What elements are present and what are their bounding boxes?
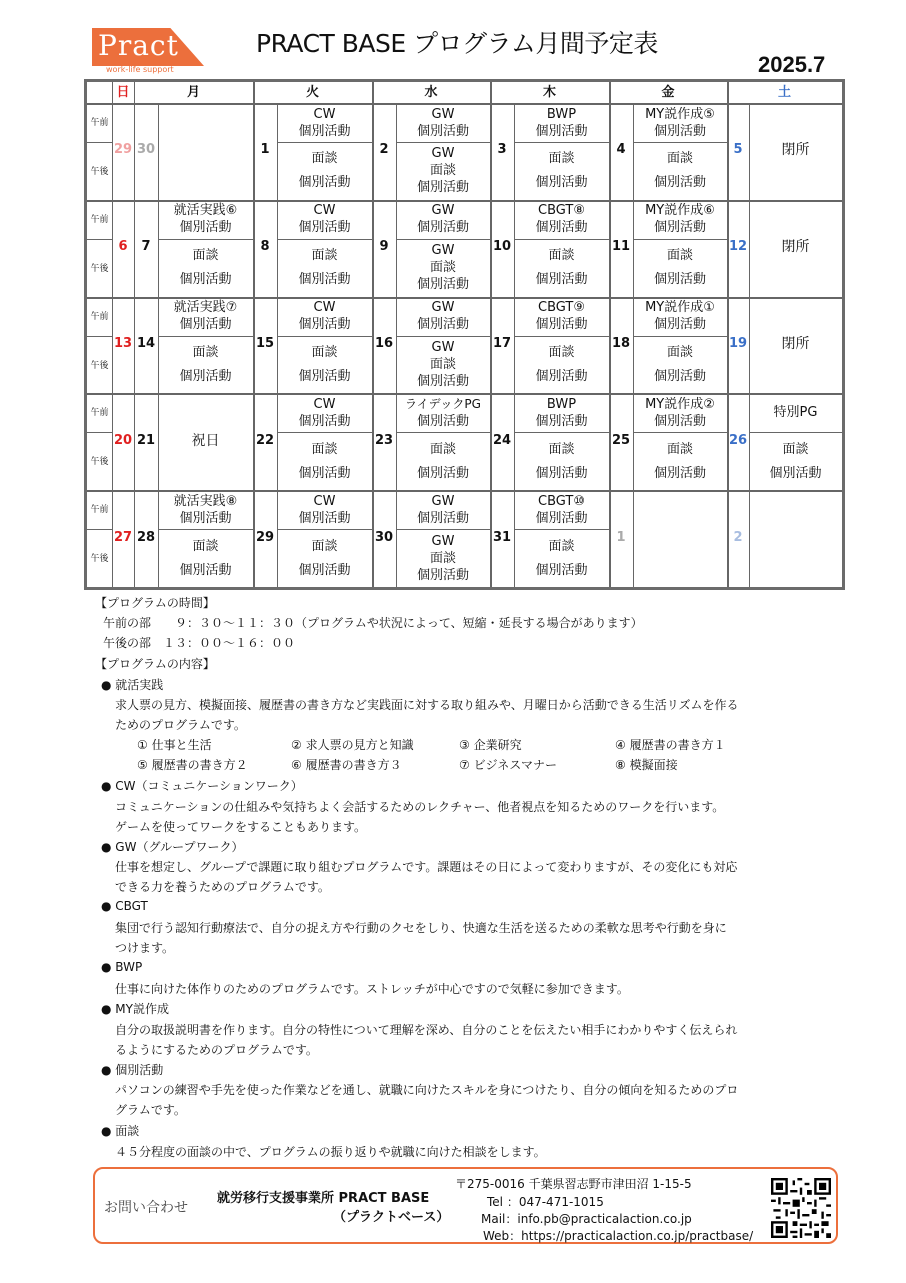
am-time: 午前の部 ９：３０～１１：３０（プログラムや状況によって、短縮・延長する場合があります）: [103, 616, 643, 630]
grid-line-h: [158, 336, 253, 337]
day-number: 22: [255, 432, 275, 448]
cell-thu-pm-line: 面談: [548, 151, 575, 167]
cell-tue-am-line: CW: [313, 106, 336, 122]
cell-wed-am-line: 個別活動: [416, 220, 469, 236]
cell-sat-am-line: 特別PG: [773, 405, 818, 421]
grid-line-h: [87, 239, 112, 240]
page-title: PRACT BASE プログラム月間予定表: [256, 29, 658, 58]
day-number: 6: [118, 239, 128, 255]
cell-tue-pm-line: 個別活動: [298, 272, 351, 288]
cell-thu-am-line: BWP: [546, 396, 577, 412]
day-number: 21: [136, 432, 156, 448]
grid-line-h: [514, 142, 609, 143]
org-name: 就労移行支援事業所 PRACT BASE: [217, 1191, 430, 1206]
grid-line-h: [277, 142, 372, 143]
day-number: 20: [113, 432, 133, 448]
am-label: 午前: [90, 118, 109, 128]
cell-thu-am-line: 個別活動: [535, 510, 588, 526]
day-number: 4: [616, 142, 626, 158]
weekday-header: 金: [661, 85, 675, 100]
program-desc: 求人票の見方、模擬面接、履歴書の書き方など実践面に対する取り組みや、月曜日から活動できる生活リズムを作る: [115, 698, 739, 712]
program-desc: グラムです。: [115, 1103, 186, 1117]
grid-line-h: [158, 529, 253, 530]
cell-fri-am-line: 個別活動: [653, 317, 706, 333]
program-name: ● CBGT: [101, 899, 148, 913]
cell-wed-pm-line: GW: [431, 146, 455, 162]
cell-mon-am-line: 個別活動: [179, 220, 232, 236]
cell-thu-pm-line: 個別活動: [535, 272, 588, 288]
cell-wed-am-line: ライデックPG: [405, 396, 481, 411]
cell-thu-pm-line: 面談: [548, 538, 575, 554]
cell-wed-am-line: 個別活動: [416, 510, 469, 526]
calendar-table: [84, 79, 845, 590]
cell-fri-am-line: 個別活動: [653, 123, 706, 139]
day-number: 17: [492, 336, 512, 351]
cell-thu-pm-line: 面談: [548, 248, 575, 264]
grid-line-h: [277, 432, 372, 433]
weekday-header: 木: [542, 85, 556, 100]
cell-mon-pm-line: 個別活動: [179, 562, 232, 578]
day-number: 29: [255, 529, 275, 545]
grid-line-h: [277, 336, 372, 337]
weekday-header: 水: [424, 85, 438, 100]
grid-line-h: [87, 336, 112, 337]
pm-label: 午後: [90, 360, 109, 371]
cell-merged-sat: 閉所: [781, 142, 810, 159]
cell-tue-pm-line: 面談: [311, 248, 338, 264]
cell-fri-pm-line: 個別活動: [653, 272, 706, 288]
contact-footer: [93, 1167, 838, 1244]
day-number: 2: [733, 529, 743, 545]
day-number: 1: [260, 142, 270, 158]
cell-wed-am-line: 個別活動: [416, 413, 469, 429]
cell-mon-pm-line: 面談: [192, 345, 219, 360]
program-desc: コミュニケーションの仕組みや気持ちよく会話するためのレクチャー、他者視点を知るためのワークを行います。: [115, 800, 725, 814]
day-number: 26: [728, 432, 748, 448]
grid-line-h: [514, 529, 609, 530]
program-desc: 仕事に向けた体作りのためのプログラムです。ストレッチが中心ですので気軽に参加できます。: [115, 982, 629, 996]
cell-tue-am-line: CW: [313, 300, 336, 316]
pract-logo: [92, 28, 204, 74]
cell-wed-am-line: 個別活動: [416, 123, 469, 139]
cell-tue-pm-line: 個別活動: [298, 562, 351, 578]
cell-merged-mon: 祝日: [191, 432, 220, 449]
cell-merged-sat: 閉所: [781, 239, 810, 256]
cell-mon-am-line: 個別活動: [179, 510, 232, 526]
day-number: 3: [497, 142, 507, 158]
day-number: 14: [136, 336, 156, 351]
cell-thu-pm-line: 個別活動: [535, 562, 588, 578]
pm-label: 午後: [90, 167, 109, 177]
cell-tue-pm-line: 面談: [311, 151, 338, 167]
cell-thu-am-line: 個別活動: [535, 220, 588, 236]
cell-fri-pm-line: 面談: [666, 441, 693, 457]
day-number: 10: [492, 239, 512, 255]
day-number: 2: [379, 142, 389, 158]
cell-fri-pm-line: 面談: [666, 345, 693, 360]
program-desc: つけます。: [115, 941, 175, 955]
cell-mon-pm-line: 個別活動: [179, 369, 232, 384]
grid-line-h: [633, 336, 727, 337]
program-name: ● GW（グループワーク）: [101, 840, 244, 854]
day-number: 15: [255, 336, 275, 351]
topic-item: ⑤ 履歴書の書き方２: [137, 758, 248, 772]
cell-sat-pm-line: 面談: [782, 441, 809, 457]
topic-item: ② 求人票の見方と知識: [291, 738, 414, 752]
program-name: ● BWP: [101, 960, 143, 974]
grid-line-v: [609, 82, 611, 587]
qr-code-icon: [771, 1178, 831, 1238]
cell-wed-pm-line: 個別活動: [416, 374, 469, 389]
am-label: 午前: [90, 214, 109, 225]
cell-wed-pm-line: 個別活動: [416, 465, 469, 481]
grid-line-h: [396, 529, 490, 530]
grid-line-h: [514, 432, 609, 433]
grid-line-v: [727, 82, 729, 587]
cell-mon-pm-line: 個別活動: [179, 272, 232, 288]
grid-line-h: [514, 336, 609, 337]
day-number: 23: [374, 432, 394, 448]
cell-mon-pm-line: 面談: [192, 538, 219, 554]
cell-wed-pm-line: 個別活動: [416, 567, 469, 583]
day-number: 12: [728, 239, 748, 255]
program-name: ● 就活実践: [101, 678, 164, 692]
cell-fri-pm-line: 個別活動: [653, 465, 706, 481]
grid-line-v: [112, 82, 113, 587]
day-number: 30: [374, 529, 394, 545]
cell-thu-pm-line: 面談: [548, 345, 575, 360]
weekday-header: 火: [305, 85, 319, 100]
pm-label: 午後: [90, 457, 109, 468]
cell-thu-pm-line: 面談: [548, 441, 575, 457]
cell-mon-am-line: 就活実践⑥: [173, 203, 238, 219]
cell-fri-am-line: 個別活動: [653, 413, 706, 429]
topic-item: ⑥ 履歴書の書き方３: [291, 758, 402, 772]
cell-wed-pm-line: 個別活動: [416, 277, 469, 293]
cell-tue-pm-line: 面談: [311, 345, 338, 360]
cell-fri-pm-line: 面談: [666, 151, 693, 167]
cell-wed-am-line: GW: [431, 493, 455, 509]
logo-subtitle: work-life support: [106, 65, 174, 74]
am-label: 午前: [90, 311, 109, 322]
grid-line-h: [396, 432, 490, 433]
weekday-header: 土: [777, 85, 791, 100]
cell-sat-pm-line: 個別活動: [769, 465, 822, 481]
grid-line-h: [396, 239, 490, 240]
time-heading: 【プログラムの時間】: [95, 596, 215, 610]
cell-wed-pm-line: 面談: [429, 260, 456, 276]
day-number: 8: [260, 239, 270, 255]
program-name: ● MY説作成: [101, 1002, 169, 1016]
day-number: 11: [611, 239, 631, 255]
cell-thu-am-line: 個別活動: [535, 123, 588, 139]
cell-thu-am-line: CBGT⑩: [538, 493, 585, 509]
logo-text: Pract: [98, 29, 179, 62]
grid-line-h: [277, 239, 372, 240]
day-number: 28: [136, 529, 156, 545]
program-desc: 集団で行う認知行動療法で、自分の捉え方や行動のクセをしり、快適な生活を送るための柔軟な思考や行動を身に: [115, 921, 727, 935]
program-desc: 仕事を想定し、グループで課題に取り組むプログラムです。課題はその日によって変わりますが、その変化にも対応: [115, 860, 738, 874]
grid-line-h: [633, 142, 727, 143]
cell-fri-am-line: MY説作成⑤: [645, 106, 715, 122]
am-label: 午前: [90, 408, 109, 419]
grid-line-h: [396, 336, 490, 337]
cell-tue-am-line: CW: [313, 203, 336, 219]
program-desc: るようにするためのプログラムです。: [115, 1043, 318, 1057]
program-desc: ためのプログラムです。: [115, 718, 246, 732]
topic-item: ① 仕事と生活: [137, 738, 212, 752]
am-label: 午前: [90, 505, 109, 516]
topic-item: ⑦ ビジネスマナー: [459, 758, 557, 772]
cell-tue-pm-line: 個別活動: [298, 369, 351, 384]
cell-tue-am-line: 個別活動: [298, 510, 351, 526]
weekday-header: 日: [116, 85, 130, 100]
cell-tue-am-line: 個別活動: [298, 317, 351, 333]
cell-mon-am-line: 個別活動: [179, 317, 232, 333]
year-month: 2025.7: [758, 52, 826, 77]
grid-line-h: [749, 432, 842, 433]
pm-label: 午後: [90, 554, 109, 565]
cell-wed-am-line: 個別活動: [416, 317, 469, 333]
day-number: 9: [379, 239, 389, 255]
grid-line-v: [134, 82, 135, 587]
program-desc: 自分の取扱説明書を作ります。自分の特性について理解を深め、自分のことを伝えたい相手にわかりやすく伝えられ: [115, 1023, 738, 1037]
day-number: 18: [611, 336, 631, 351]
grid-line-v: [372, 82, 374, 587]
day-number: 16: [374, 336, 394, 351]
contact-label: お問い合わせ: [104, 1200, 188, 1216]
cell-wed-pm-line: 面談: [429, 357, 456, 372]
program-name: ● CW（コミュニケーションワーク）: [101, 779, 303, 793]
cell-fri-am-line: MY説作成①: [645, 300, 715, 316]
grid-line-h: [633, 432, 727, 433]
cell-wed-pm-line: 面談: [429, 441, 456, 457]
grid-line-h: [514, 239, 609, 240]
cell-wed-pm-line: 個別活動: [416, 180, 469, 196]
day-number: 29: [113, 142, 133, 158]
grid-line-h: [87, 529, 112, 530]
day-number: 7: [141, 239, 151, 255]
cell-mon-am-line: 就活実践⑧: [173, 493, 238, 509]
cell-tue-pm-line: 個別活動: [298, 465, 351, 481]
cell-thu-am-line: 個別活動: [535, 413, 588, 429]
tel: Tel ：047-471-1015: [487, 1195, 604, 1209]
topic-item: ⑧ 模擬面接: [615, 758, 678, 772]
day-number: 30: [136, 142, 156, 158]
cell-wed-pm-line: 面談: [429, 550, 456, 566]
cell-tue-am-line: 個別活動: [298, 123, 351, 139]
cell-thu-am-line: 個別活動: [535, 317, 588, 333]
cell-fri-pm-line: 個別活動: [653, 369, 706, 384]
cell-wed-am-line: GW: [431, 106, 455, 122]
day-number: 27: [113, 529, 133, 545]
day-number: 31: [492, 529, 512, 545]
program-desc: パソコンの練習や手先を使った作業などを通し、就職に向けたスキルを身につけたり、自分の傾向を知るためのプロ: [115, 1083, 739, 1097]
grid-line-h: [158, 239, 253, 240]
grid-line-h: [396, 142, 490, 143]
grid-line-h: [633, 239, 727, 240]
weekday-header: 月: [186, 85, 200, 100]
day-number: 13: [113, 336, 133, 351]
cell-thu-pm-line: 個別活動: [535, 175, 588, 191]
grid-line-v: [253, 82, 255, 587]
cell-fri-am-line: 個別活動: [653, 220, 706, 236]
cell-wed-pm-line: GW: [431, 340, 455, 355]
cell-tue-am-line: 個別活動: [298, 220, 351, 236]
cell-thu-am-line: CBGT⑨: [538, 300, 585, 316]
address: 〒275-0016 千葉県習志野市津田沼 1-15-5: [455, 1177, 692, 1191]
cell-thu-am-line: CBGT⑧: [538, 203, 585, 219]
cell-tue-pm-line: 面談: [311, 441, 338, 457]
org-kana: （プラクトベース）: [333, 1210, 450, 1225]
grid-line-h: [277, 529, 372, 530]
cell-fri-am-line: MY説作成⑥: [645, 203, 715, 219]
cell-mon-pm-line: 面談: [192, 248, 219, 264]
cell-wed-pm-line: GW: [431, 243, 455, 259]
cell-thu-am-line: BWP: [546, 106, 577, 122]
cell-wed-am-line: GW: [431, 300, 455, 316]
cell-thu-pm-line: 個別活動: [535, 369, 588, 384]
program-desc: ４５分程度の面談の中で、プログラムの振り返りや就職に向けた相談をします。: [115, 1145, 546, 1159]
topic-item: ③ 企業研究: [459, 738, 522, 752]
cell-fri-am-line: MY説作成②: [645, 396, 715, 412]
cell-fri-pm-line: 個別活動: [653, 175, 706, 191]
email-link[interactable]: Mail：info.pb@practicalaction.co.jp: [481, 1212, 692, 1226]
cell-thu-pm-line: 個別活動: [535, 465, 588, 481]
cell-tue-am-line: 個別活動: [298, 413, 351, 429]
cell-wed-pm-line: 面談: [429, 163, 456, 179]
grid-line-h: [87, 142, 112, 143]
topic-item: ④ 履歴書の書き方１: [615, 738, 726, 752]
day-number: 25: [611, 432, 631, 448]
grid-line-v: [490, 82, 492, 587]
cell-tue-am-line: CW: [313, 493, 336, 509]
day-number: 5: [733, 142, 743, 158]
cell-wed-am-line: GW: [431, 203, 455, 219]
cell-mon-am-line: 就活実践⑦: [173, 300, 238, 316]
pm-time: 午後の部 １３：００～１６：００: [103, 636, 296, 650]
program-name: ● 面談: [101, 1124, 140, 1138]
pm-label: 午後: [90, 263, 109, 274]
cell-tue-pm-line: 面談: [311, 538, 338, 554]
cell-tue-am-line: CW: [313, 396, 336, 412]
day-number: 19: [728, 336, 748, 351]
grid-line-h: [87, 432, 112, 433]
cell-fri-pm-line: 面談: [666, 248, 693, 264]
cell-tue-pm-line: 個別活動: [298, 175, 351, 191]
website-link[interactable]: Web：https://practicalaction.co.jp/practbase/: [483, 1229, 754, 1243]
cell-merged-sat: 閉所: [781, 336, 810, 352]
cell-wed-pm-line: GW: [431, 533, 455, 549]
program-name: ● 個別活動: [101, 1063, 164, 1077]
program-desc: できる力を養うためのプログラムです。: [115, 880, 330, 894]
content-heading: 【プログラムの内容】: [95, 657, 215, 671]
program-desc: ゲームを使ってワークをすることもあります。: [115, 820, 367, 834]
day-number: 24: [492, 432, 512, 448]
day-number: 1: [616, 529, 626, 545]
